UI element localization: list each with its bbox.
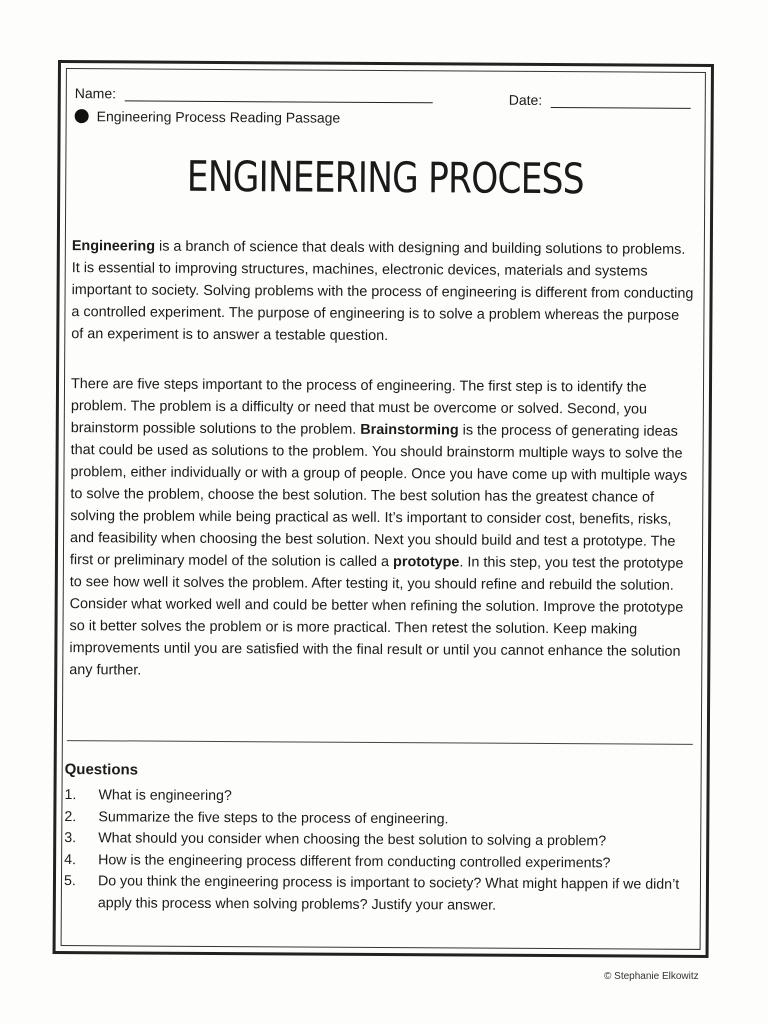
name-blank-line <box>125 100 433 103</box>
paragraph-2-part-1: There are five steps important to the process of engineering. The first step is to identify the problem. The problem is a difficulty or need that must be overcome or solved. Second, you brainstorm possible solutions to the problem. <box>70 376 648 438</box>
bullet-icon <box>75 109 89 123</box>
question-number: 5. <box>63 873 76 890</box>
paragraph-1 <box>71 235 694 349</box>
question-number: 3. <box>64 830 77 847</box>
paragraph-2-part-3: . In this step, you test the prototype to see how well it solves the problem. After testing it, you should refine and rebuild the solution. Consider what worked well and could be better when refining the solution. Improve the prototype so it better solves the problem or is more practical. Then retest the solution. Keep making improvements until you are satisfied with the final result or until you cannot enhance the solution any further. <box>69 554 684 679</box>
questions-list <box>64 785 695 918</box>
term-prototype: prototype <box>393 554 460 571</box>
term-engineering: Engineering <box>71 238 156 255</box>
date-label: Date: <box>508 91 543 108</box>
question-number: 2. <box>64 808 77 825</box>
worksheet-border <box>53 60 714 958</box>
question-text: Summarize the five steps to the process of engineering. <box>98 808 449 827</box>
copyright-notice: © Stephanie Elkowitz <box>604 971 699 982</box>
question-number: 4. <box>64 851 77 868</box>
paragraph-2-part-2: is the process of generating ideas that could be used as solutions to the problem. You should brainstorm multiple ways to solve the problem, either individually or with a group of people. Once you have come up with multiple ways to solve the problem, choose the best solution. The best solution has the greatest chance of solving the problem while being practical as well. It’s important to consider cost, benefits, risks, and feasibility when choosing the best solution. Next you should build and test a prototype. The first or preliminary model of the solution is called a <box>69 422 688 571</box>
question-text: Do you think the engineering process is important to society? What might happen if we didn’t apply this process when solving problems? Justify your answer. <box>97 873 680 914</box>
question-number: 1. <box>64 787 77 804</box>
questions-heading: Questions <box>64 761 139 779</box>
question-text: How is the engineering process different from conducting controlled experiments? <box>98 851 611 871</box>
paragraph-2 <box>69 373 693 685</box>
question-item <box>64 871 694 918</box>
date-blank-line <box>551 107 691 109</box>
paragraph-1-text: is a branch of science that deals with designing and building solutions to problems. It is essential to improving structures, machines, electronic devices, materials and systems important to society. Solving problems with the process of engineering is different from conducting a controlled experiment. The purpose of engineering is to solve a problem whereas the purpose of an experiment is to answer a testable question. <box>71 238 694 345</box>
question-text: What is engineering? <box>98 787 232 805</box>
name-label: Name: <box>74 85 117 102</box>
term-brainstorming: Brainstorming <box>360 421 459 439</box>
subtitle-text: Engineering Process Reading Passage <box>96 108 341 126</box>
subtitle <box>75 108 341 126</box>
page-title: ENGINEERING PROCESS <box>186 151 584 204</box>
question-text: What should you consider when choosing the best solution to solving a problem? <box>98 830 607 850</box>
